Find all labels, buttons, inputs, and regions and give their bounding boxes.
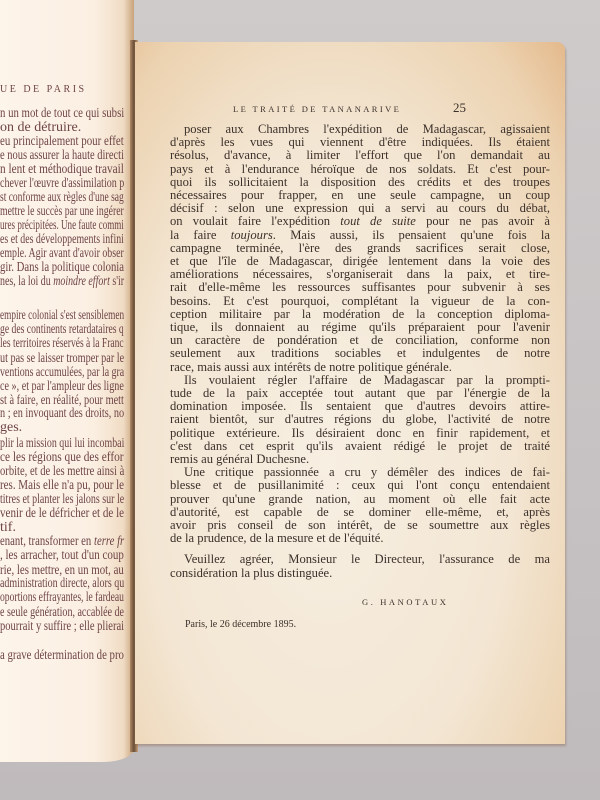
left-text-line: ge des continents retardataires q (0, 322, 124, 337)
left-text-line: rie, les mettre, en un mot, au (0, 563, 124, 578)
left-text-line: n ; en invoquant des droits, no (0, 406, 125, 421)
left-text-line: ut pas se laisser tromper par le (0, 351, 125, 366)
left-text-line: plir la mission qui lui incombai (0, 436, 125, 451)
body-text-line: Ils voulaient régler l'affaire de Madagascar par la prompti- (184, 372, 550, 387)
body-text-line: et que l'île de Madagascar, dirigée lentement dans la voie des (170, 254, 550, 268)
running-header: LE TRAITÉ DE TANANARIVE (233, 104, 402, 114)
body-text-line: campagne terminée, l'ère des grands sacrifices serait close, (170, 240, 550, 255)
body-text-line: la faire toujours. Mais aussi, ils pensaient qu'une fois la (170, 227, 551, 242)
left-text-line: res. Mais elle n'a pu, pour le (0, 478, 125, 493)
body-text-line: tude de la paix acceptée tout autant que par l'énergie de la (170, 386, 550, 400)
left-text-line: ce les régions que des effor (0, 450, 124, 465)
left-text-line: ventions accumulées, par la gra (0, 365, 125, 380)
left-text-line: on de détruire. (0, 120, 82, 135)
body-text-line: améliorations nécessaires, s'organiserait dans la paix, et tire- (170, 267, 550, 282)
left-text-line: e seule génération, accablée de (0, 605, 125, 620)
left-text-line: les territoires réservés à la Franc (0, 336, 124, 351)
body-text-line: décisif : selon une expression qui a servi au cours du débat, (170, 201, 550, 216)
left-text-line: a grave détermination de pro (0, 648, 124, 663)
left-text-line: n lent et méthodique travail (0, 162, 124, 177)
left-text-line: mettre le succès par une ingérer (0, 204, 124, 219)
body-text-line: quoi ils sollicitaient la disposition des crédits et des troupes (170, 174, 550, 189)
left-text-line: chever l'œuvre d'assimilation p (0, 176, 125, 191)
left-text-line: emple. Agir avant d'avoir obser (0, 246, 124, 261)
left-text-line: orbite, et de les mettre ainsi à (0, 464, 125, 479)
body-text-line: on voulait faire l'expédition tout de suite pour ne pas avoir à (170, 214, 551, 229)
body-text-line: résolus, d'avance, à limiter l'effort que l'on demandait au (170, 148, 550, 163)
body-text-line: rait d'elle-même les ressources suffisantes pour subvenir à ses (170, 280, 550, 295)
dateline: Paris, le 26 décembre 1895. (185, 619, 297, 630)
body-text-line: pays et à l'endurance héroïque de nos soldats. Et c'est pour- (170, 161, 550, 176)
left-text-line: enant, transformer en terre fr (0, 534, 125, 549)
body-text-line: race, mais aussi aux intérêts de notre politique générale. (170, 359, 452, 374)
signature: G. HANOTAUX (362, 597, 449, 607)
body-text-line: d'autorité, est capable de se dominer elle-même, et, après (170, 504, 550, 519)
body-text-line: d'après les vues qui viennent d'être indiquées. Ils étaient (170, 135, 550, 150)
left-text-line: st conforme aux règles d'une sag (0, 190, 124, 205)
left-text-line: , les arracher, tout d'un coup (0, 548, 124, 563)
left-text-line: n un mot de tout ce qui subsi (0, 106, 125, 121)
body-text-line: ception militaire par la modération de la conception diploma- (170, 306, 550, 321)
left-text-line: st à faire, en réalité, pour mett (0, 393, 124, 408)
left-text-line: eu principalement pour effet (0, 134, 124, 149)
body-text-line: poser aux Chambres l'expédition de Madagascar, agissaient (184, 122, 550, 136)
body-text-line: besoins. Et c'est pourquoi, complétant la vigueur de la con- (170, 293, 550, 308)
left-text-line: ges. (0, 420, 23, 435)
left-text-line: oportions effrayantes, le fardeau (0, 590, 124, 605)
body-text-line: domination imposée. Ils sentaient que d'autres devoirs attire- (170, 399, 550, 414)
body-text-line: remis au général Duchesne. (170, 452, 310, 466)
body-text-line: Une critique passionnée a cru y démêler des indices de fai- (184, 465, 550, 480)
body-text-line: tique, ils donnaient au régime qu'ils préparaient pour l'avenir (170, 320, 550, 334)
body-text-line: Veuillez agréer, Monsieur le Directeur, l'assurance de ma (184, 552, 550, 567)
body-text-line: c'est dans cet esprit qu'ils avaient rédigé le projet de traité (170, 438, 550, 453)
body-text-line: nécessaires pour frapper, en une seule campagne, un coup (170, 188, 550, 202)
left-text-line: ce », et par l'ampleur des ligne (0, 379, 124, 394)
body-text-line: prouver qu'une grande nation, au moment où elle fait acte (170, 491, 550, 506)
body-text-line: politique extérieure. Ils désiraient donc en finir rapidement, et (170, 425, 550, 440)
body-text-line: avoir pris conseil de son intérêt, de se soumettre aux règles (170, 518, 550, 532)
left-text-line: administration directe, alors qu (0, 576, 125, 591)
body-text-line: blesse et de pusillanimité : ceux qui l'ont conçu entendaient (170, 478, 550, 493)
left-text-line: venir de le défricher et de le (0, 506, 125, 521)
page-number: 25 (453, 100, 466, 115)
left-text-line: nes, la loi du moindre effort s'ir (0, 274, 125, 289)
left-text-line: pourrait y suffire ; elle plierai (0, 619, 125, 634)
left-page (0, 0, 134, 762)
right-page (135, 42, 565, 744)
body-text-line: seulement aux traditions sociables et indulgentes de notre (170, 346, 550, 361)
left-text-line: titres et planter les jalons sur le (0, 492, 125, 507)
left-text-line: ures précipitées. Une faute commi (0, 218, 124, 233)
left-text-line: e nous assurer la haute directi (0, 148, 125, 163)
left-text-line: tif. (0, 520, 16, 535)
body-text-line: un caractère de pondération et de conciliation, conforme non (170, 333, 550, 348)
left-running-header: UE DE PARIS (0, 84, 87, 95)
left-text-line: gir. Dans la politique colonia (0, 260, 125, 275)
body-text-line: de la prudence, de la mesure et de l'équité. (170, 531, 384, 546)
body-text-line: raient bientôt, sur d'autres régions du globe, l'activité de notre (170, 412, 550, 427)
left-text-line: empire colonial s'est sensiblemen (0, 308, 125, 323)
left-text-line: es et des développements infini (0, 232, 124, 247)
body-text-line: considération la plus distinguée. (170, 565, 333, 580)
